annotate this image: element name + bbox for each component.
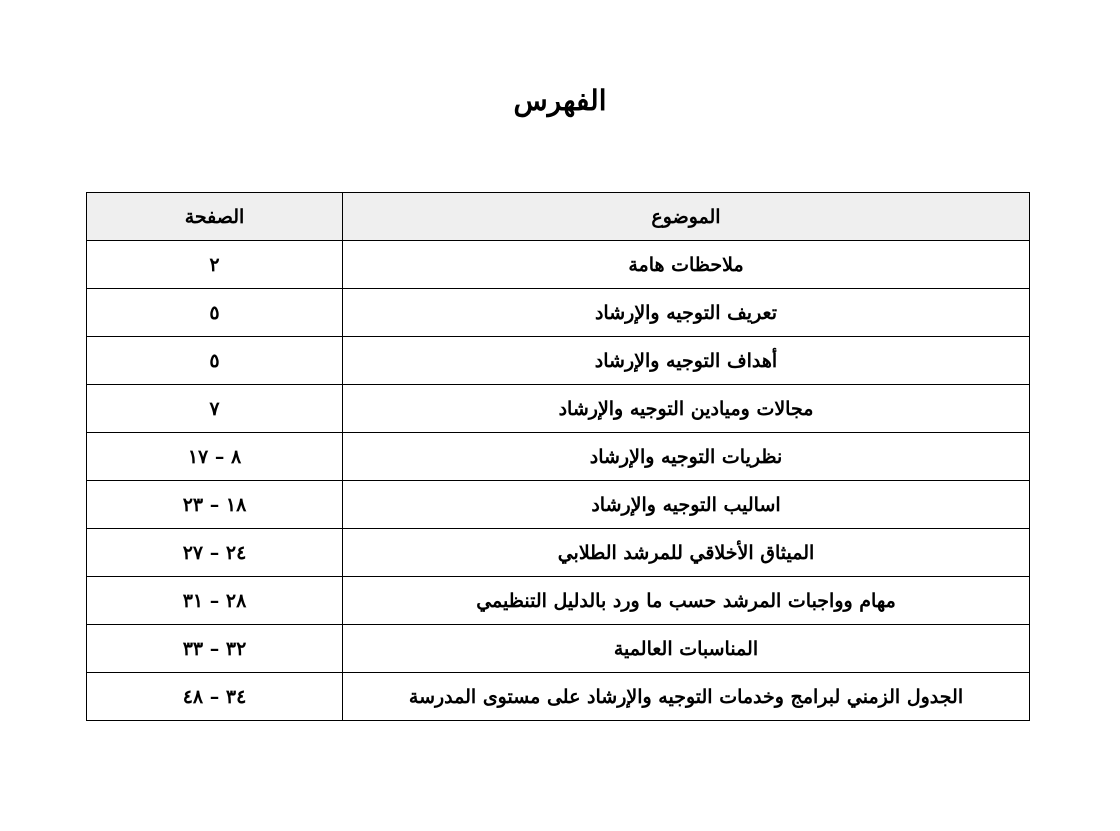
page-cell: ٢٨ – ٣١ — [87, 577, 343, 625]
table-row — [87, 241, 1030, 289]
table-row — [87, 673, 1030, 721]
table-row — [87, 385, 1030, 433]
page-cell: ٥ — [87, 337, 343, 385]
table-row — [87, 529, 1030, 577]
topic-cell: الميثاق الأخلاقي للمرشد الطلابي — [343, 529, 1030, 577]
page-cell: ٥ — [87, 289, 343, 337]
topic-cell: نظريات التوجيه والإرشاد — [343, 433, 1030, 481]
table-header-row — [87, 193, 1030, 241]
topic-column-header: الموضوع — [343, 193, 1030, 241]
table-row — [87, 481, 1030, 529]
table-row — [87, 289, 1030, 337]
table-row — [87, 433, 1030, 481]
page-cell: ٣٤ – ٤٨ — [87, 673, 343, 721]
page-title: الفهرس — [513, 84, 607, 117]
page-column-header: الصفحة — [87, 193, 343, 241]
table-row — [87, 625, 1030, 673]
topic-cell: المناسبات العالمية — [343, 625, 1030, 673]
topic-cell: أهداف التوجيه والإرشاد — [343, 337, 1030, 385]
page-cell: ٨ – ١٧ — [87, 433, 343, 481]
index-table — [86, 192, 1030, 721]
table-row — [87, 577, 1030, 625]
page-cell: ١٨ – ٢٣ — [87, 481, 343, 529]
page-cell: ٢ — [87, 241, 343, 289]
topic-cell: مهام وواجبات المرشد حسب ما ورد بالدليل التنظيمي — [343, 577, 1030, 625]
page-cell: ٢٤ – ٢٧ — [87, 529, 343, 577]
table-row — [87, 337, 1030, 385]
topic-cell: ملاحظات هامة — [343, 241, 1030, 289]
topic-cell: اساليب التوجيه والإرشاد — [343, 481, 1030, 529]
page-cell: ٧ — [87, 385, 343, 433]
page-cell: ٣٢ – ٣٣ — [87, 625, 343, 673]
topic-cell: تعريف التوجيه والإرشاد — [343, 289, 1030, 337]
topic-cell: الجدول الزمني لبرامج وخدمات التوجيه والإرشاد على مستوى المدرسة — [343, 673, 1030, 721]
topic-cell: مجالات وميادين التوجيه والإرشاد — [343, 385, 1030, 433]
